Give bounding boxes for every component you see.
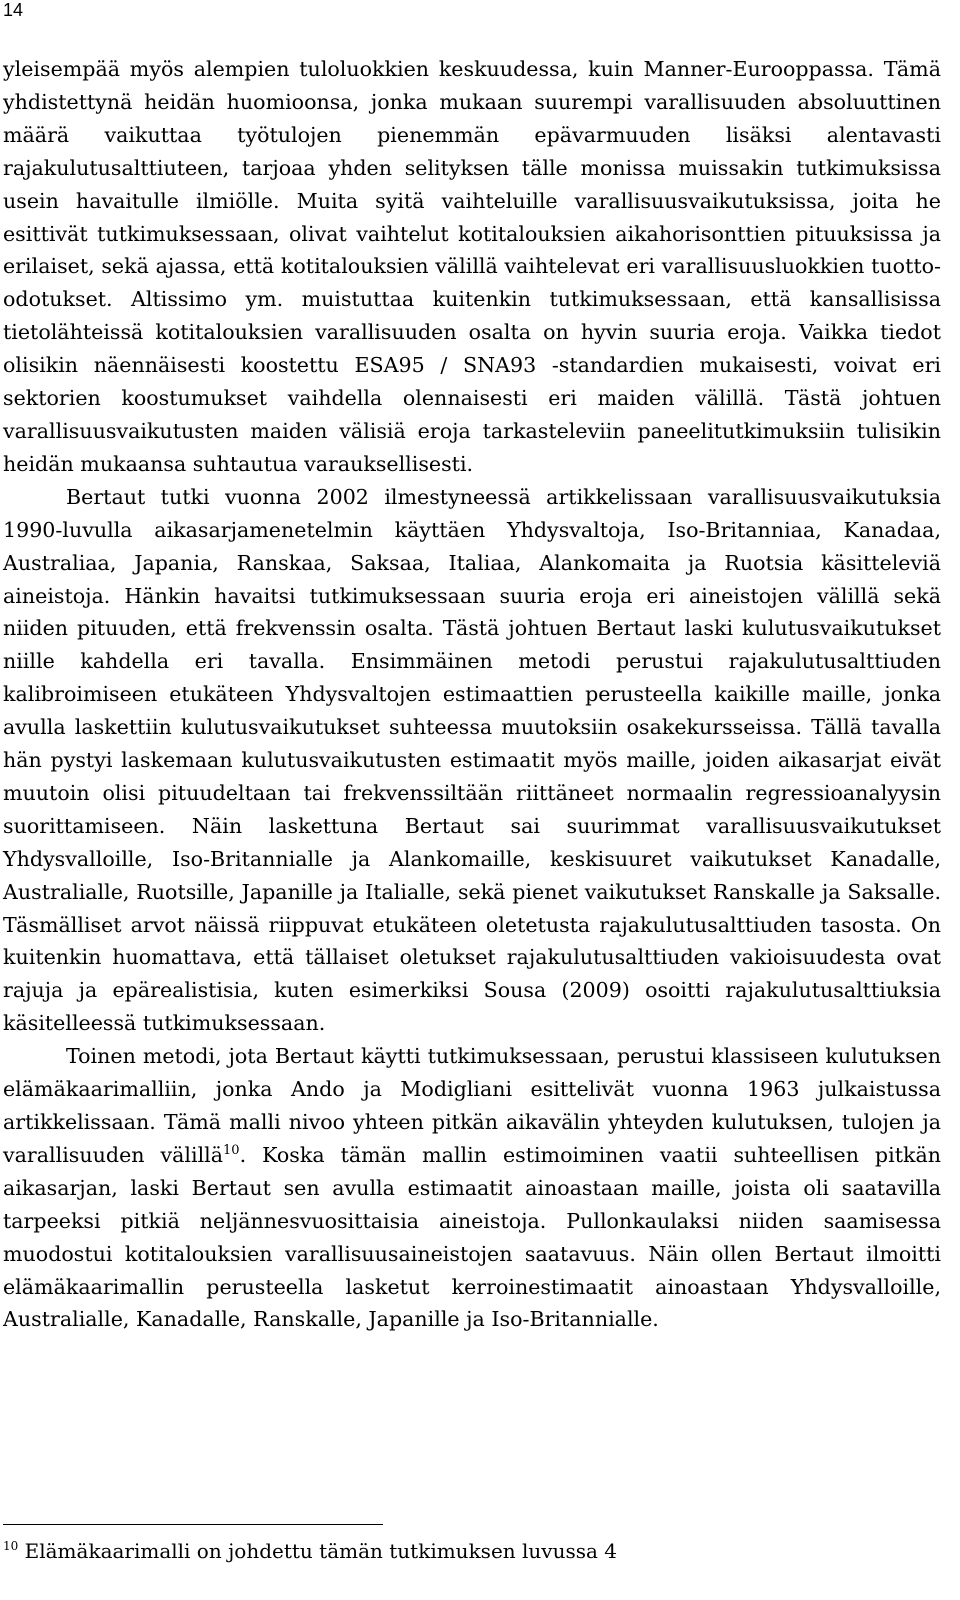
paragraph-3-text-end: . Koska tämän mallin estimoiminen vaatii suhteellisen pitkän aikasarjan, laski Bertaut sen avulla estimaatit ainoastaan maille, joista oli saatavilla tarpeeksi pitkiä neljännesvuosittaisia aineistoja. Pullonkaulaksi niiden saamisessa muodostui kotitalouksien varallisuusaineistojen saatavuus. Näin ollen Bertaut ilmoitti elämäkaarimallin perusteella lasketut kerroinestimaatit ainoastaan Yhdysvalloille, Australialle, Kanadalle, Ranskalle, Japanille ja Iso-Britannialle. — [3, 1142, 941, 1332]
page-number: 14 — [3, 0, 24, 20]
footnote-text: Elämäkaarimalli on johdettu tämän tutkimuksen luvussa 4 — [18, 1539, 618, 1563]
paragraph-1: yleisempää myös alempien tuloluokkien keskuudessa, kuin Manner-Eurooppassa. Tämä yhdistettynä heidän huomioonsa, jonka mukaan suurempi varallisuuden absoluuttinen määrä vaikuttaa työtulojen pienemmän epävarmuuden lisäksi alentavasti rajakulutusalttiuteen, tarjoaa yhden selityksen tälle monissa muissakin tutkimuksissa usein havaitulle ilmiölle. Muita syitä vaihteluille varallisuusvaikutuksissa, joita he esittivät tutkimuksessaan, olivat vaihtelut kotitalouksien aikahorisonttien pituuksissa ja erilaiset, sekä ajassa, että kotitalouksien välillä vaihtelevat eri varallisuusluokkien tuotto-odotukset. Altissimo ym. muistuttaa kuitenkin tutkimuksessaan, että kansallisissa tietolähteissä kotitalouksien varallisuuden osalta on hyvin suuria eroja. Vaikka tiedot olisikin näennäisesti koostettu ESA95 / SNA93 -standardien mukaisesti, voivat eri sektorien koostumukset vaihdella olennaisesti eri maiden välillä. Tästä johtuen varallisuusvaikutusten maiden välisiä eroja tarkasteleviin paneelitutkimuksiin tulisikin heidän mukaansa suhtautua varauksellisesti. — [3, 57, 941, 476]
paragraph-2: Bertaut tutki vuonna 2002 ilmestyneessä artikkelissaan varallisuusvaikutuksia 1990-luvulla aikasarjamenetelmin käyttäen Yhdysvaltoja, Iso-Britanniaa, Kanadaa, Australiaa, Japania, Ranskaa, Saksaa, Italiaa, Alankomaita ja Ruotsia käsitteleviä aineistoja. Hänkin havaitsi tutkimuksessaan suuria eroja eri aineistojen välillä sekä niiden pituuden, että frekvenssin osalta. Tästä johtuen Bertaut laski kulutusvaikutukset niille kahdella eri tavalla. Ensimmäinen metodi perustui rajakulutusalttiuden kalibroimiseen etukäteen Yhdysvaltojen estimaattien perusteella kaikille maille, jonka avulla laskettiin kulutusvaikutukset suhteessa muutoksiin osakekursseissa. Tällä tavalla hän pystyi laskemaan kulutusvaikutusten estimaatit myös maille, joiden aikasarjat eivät muutoin olisi pituudeltaan tai frekvenssiltään riittäneet normaalin regressioanalyysin suorittamiseen. Näin laskettuna Bertaut sai suurimmat varallisuusvaikutukset Yhdysvalloille, Iso-Britannialle ja Alankomaille, keskisuuret vaikutukset Kanadalle, Australialle, Ruotsille, Japanille ja Italialle, sekä pienet vaikutukset Ranskalle ja Saksalle. Täsmälliset arvot näissä riippuvat etukäteen oletetusta rajakulutusalttiuden tasosta. On kuitenkin huomattava, että tällaiset oletukset rajakulutusalttiuden vakioisuudesta ovat rajuja ja epärealistisia, kuten esimerkiksi Sousa (2009) osoitti rajakulutusalttiuksia käsitelleessä tutkimuksessaan. — [3, 484, 941, 1036]
footnote — [3, 1538, 903, 1564]
footnote-reference: 10 — [223, 1142, 240, 1158]
body-text — [3, 53, 941, 1336]
footnote-divider — [3, 1524, 383, 1525]
paragraph-3 — [3, 1040, 941, 1336]
paragraph-3-text-start: Toinen metodi, jota Bertaut käytti tutkimuksessaan, perustui klassiseen kulutuksen elämäkaarimalliin, jonka Ando ja Modigliani esittelivät vuonna 1963 julkaistussa artikkelissaan. Tämä malli nivoo yhteen pitkän aikavälin yhteyden kulutuksen, tulojen ja varallisuuden välillä — [3, 1044, 941, 1167]
footnote-marker: 10 — [3, 1539, 19, 1553]
